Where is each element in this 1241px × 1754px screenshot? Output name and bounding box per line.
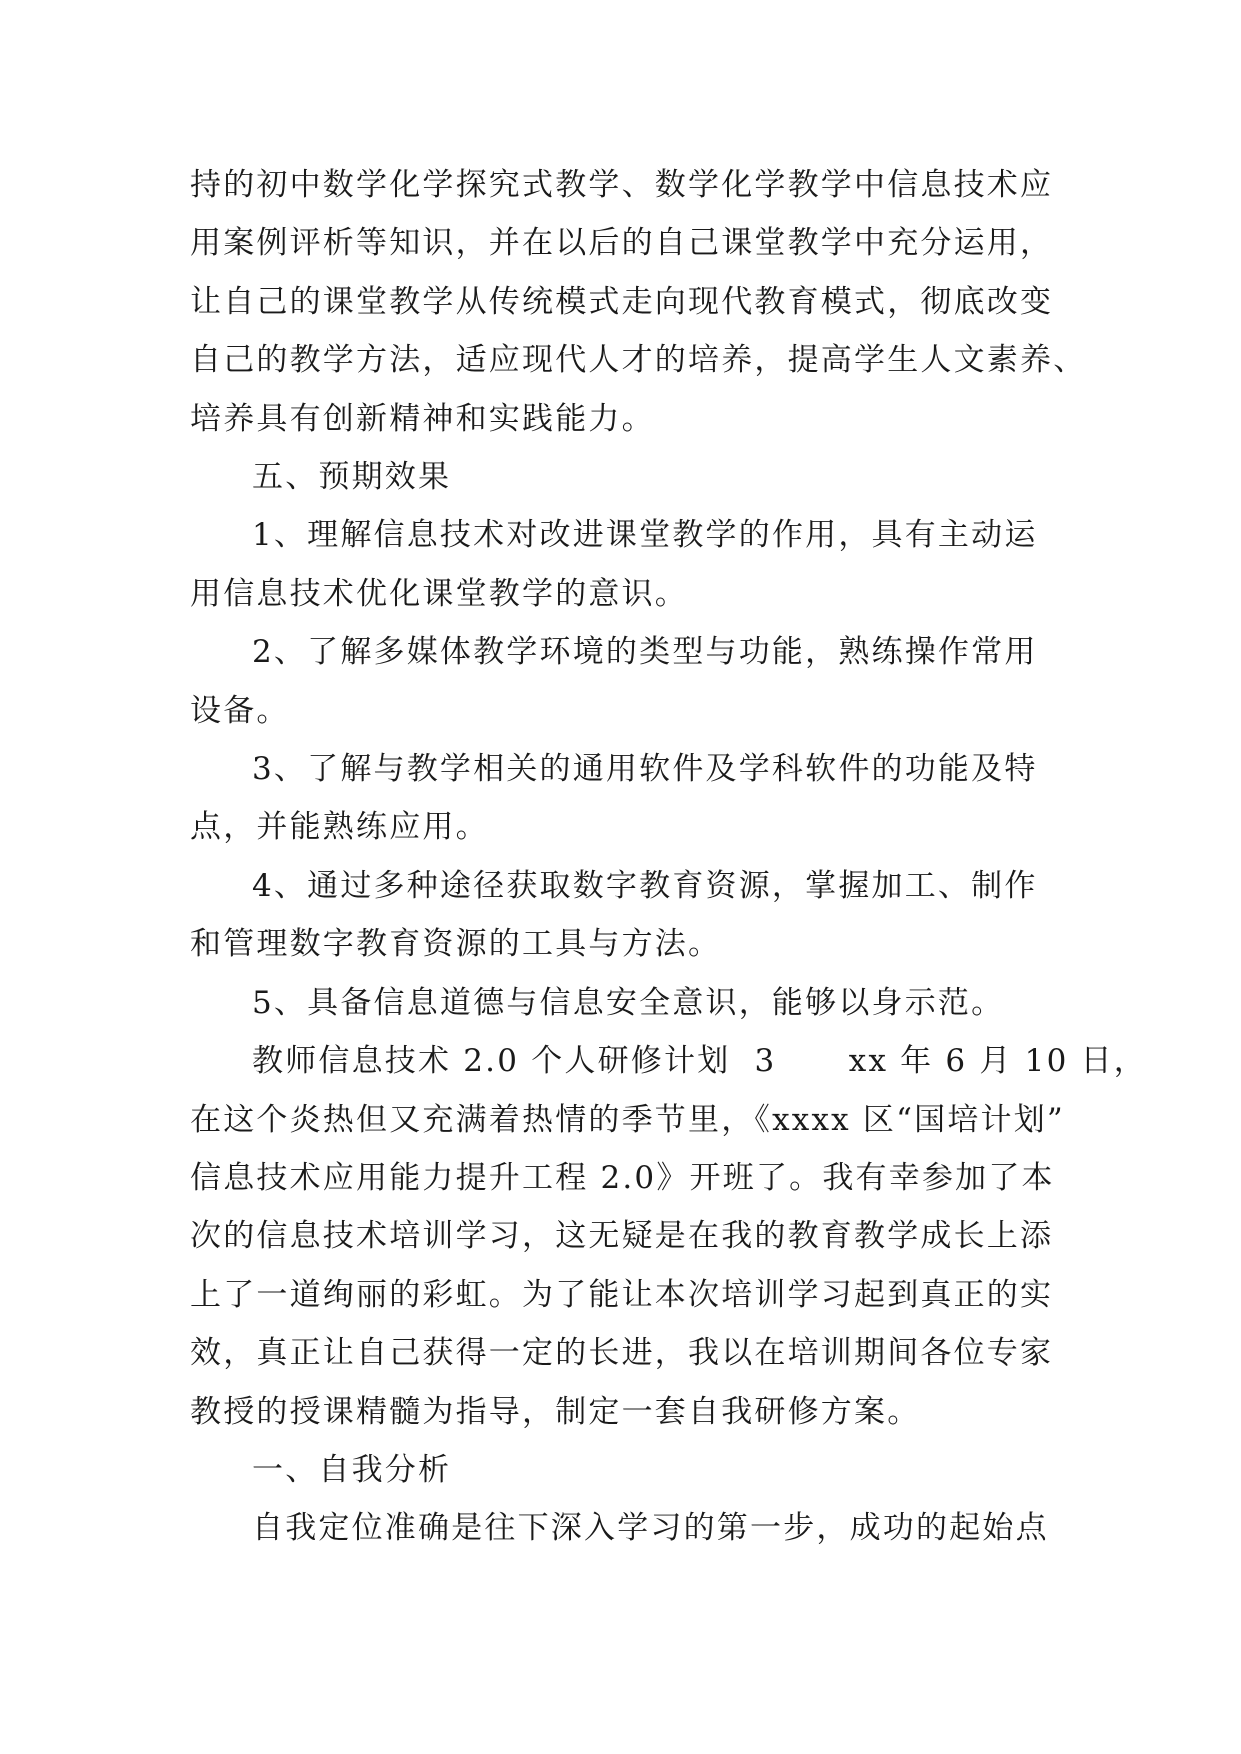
text-line: 自我定位准确是往下深入学习的第一步，成功的起始点 [252, 1510, 1049, 1547]
section-heading: 五、预期效果 [252, 459, 452, 496]
text-line: 持的初中数学化学探究式教学、数学化学教学中信息技术应 [190, 167, 1054, 203]
list-item-2: 2、了解多媒体教学环境的类型与功能，熟练操作常用 [252, 634, 1038, 671]
list-item-3: 3、了解与教学相关的通用软件及学科软件的功能及特 [252, 751, 1038, 788]
text-line: 用案例评析等知识，并在以后的自己课堂教学中充分运用， [190, 225, 1054, 262]
text-line: 和管理数字教育资源的工具与方法。 [190, 926, 722, 963]
text-line: 用信息技术优化课堂教学的意识。 [190, 575, 688, 612]
text-line: 效，真正让自己获得一定的长进，我以在培训期间各位专家 [190, 1335, 1054, 1372]
text-line: 次的信息技术培训学习，这无疑是在我的教育教学成长上添 [190, 1218, 1054, 1255]
text-line: 培养具有创新精神和实践能力。 [190, 400, 655, 437]
text-line: 自己的教学方法，适应现代人才的培养，提高学生人文素养、 [190, 342, 1087, 379]
list-item-4: 4、通过多种途径获取数字教育资源，掌握加工、制作 [252, 867, 1038, 904]
text-line: 上了一道绚丽的彩虹。为了能让本次培训学习起到真正的实 [190, 1276, 1054, 1313]
text-line: 在这个炎热但又充满着热情的季节里，《xxxx 区“国培计划” [190, 1101, 1065, 1138]
list-item-1: 1、理解信息技术对改进课堂教学的作用，具有主动运 [252, 517, 1038, 554]
section-heading: 一、自我分析 [252, 1451, 452, 1488]
text-line: 设备。 [190, 692, 290, 729]
document-body [190, 156, 1147, 1558]
text-line: 让自己的课堂教学从传统模式走向现代教育模式，彻底改变 [190, 283, 1054, 320]
text-line: 教授的授课精髓为指导，制定一套自我研修方案。 [190, 1393, 921, 1430]
text-line: 点，并能熟练应用。 [190, 809, 489, 846]
list-item-5: 5、具备信息道德与信息安全意识，能够以身示范。 [252, 984, 1005, 1021]
plan-title-line: 教师信息技术 2.0 个人研修计划 3 xx 年 6 月 10 日， [252, 1043, 1147, 1080]
text-line: 信息技术应用能力提升工程 2.0》开班了。我有幸参加了本 [190, 1159, 1055, 1196]
